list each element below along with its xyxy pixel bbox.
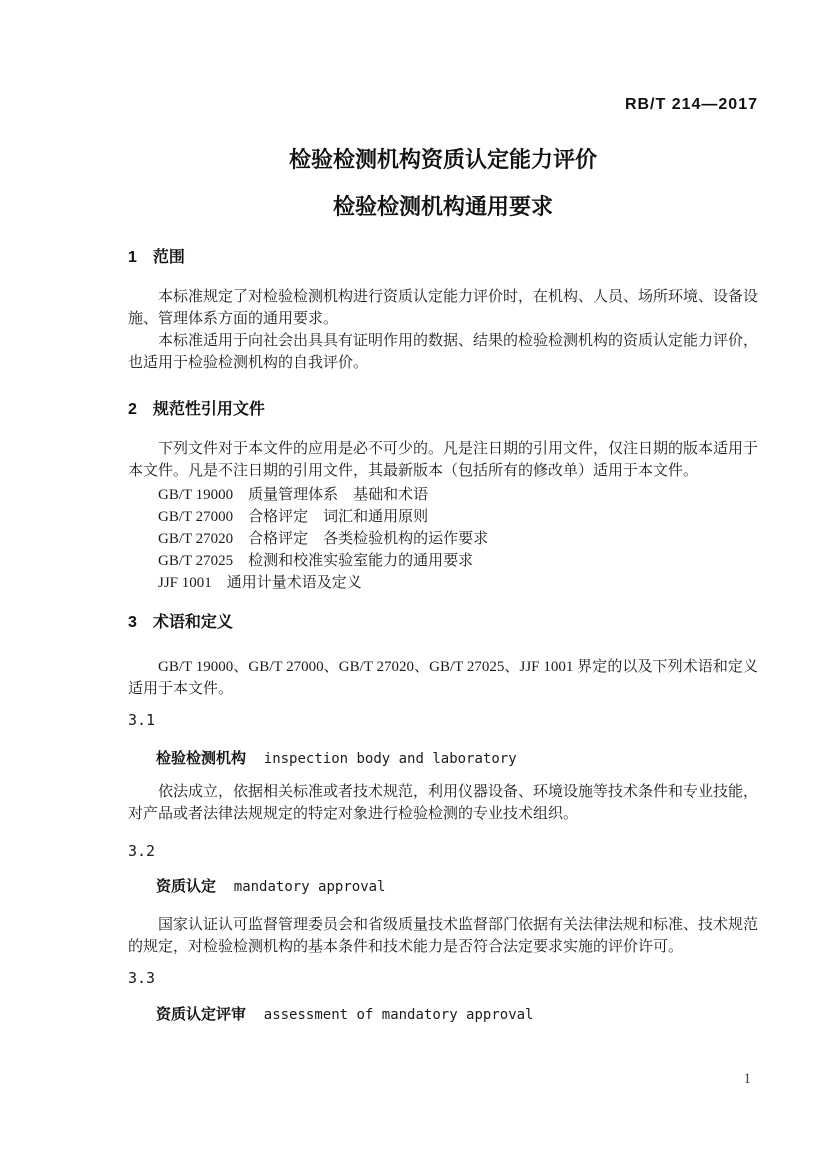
term-definition: 国家认证认可监督管理委员会和省级质量技术监督部门依据有关法律法规和标准、技术规范的规定，对检验检测机构的基本条件和技术能力是否符合法定要求实施的评价许可。 bbox=[128, 917, 759, 955]
term-en: mandatory approval bbox=[233, 879, 386, 895]
term-number: 3.3 bbox=[128, 969, 156, 987]
term-entry-3-2 bbox=[128, 841, 758, 958]
page-content bbox=[128, 0, 758, 1026]
term-number: 3.1 bbox=[128, 711, 156, 729]
section-terms-definitions bbox=[128, 612, 758, 1026]
term-definition: 依法成立，依据相关标准或者技术规范，利用仪器设备、环境设施等技术条件和专业技能，对产品或者法律法规规定的特定对象进行检验检测的专业技术组织。 bbox=[128, 784, 759, 822]
term-line bbox=[128, 1004, 758, 1026]
section-normative-references bbox=[128, 399, 758, 594]
term-cn: 检验检测机构 bbox=[156, 750, 247, 767]
document-title-line1: 检验检测机构资质认定能力评价 bbox=[288, 147, 597, 172]
scope-paragraph-2: 本标准适用于向社会出具具有证明作用的数据、结果的检验检测机构的资质认定能力评价，也适用于检验检测机构的自我评价。 bbox=[128, 333, 759, 371]
reference-item: GB/T 27025 检测和校准实验室能力的通用要求 bbox=[158, 553, 474, 569]
document-title-line2: 检验检测机构通用要求 bbox=[332, 194, 553, 219]
term-line bbox=[128, 876, 758, 898]
term-en: assessment of mandatory approval bbox=[263, 1007, 534, 1023]
page-number: 1 bbox=[743, 1071, 751, 1087]
scope-paragraph-1: 本标准规定了对检验检测机构进行资质认定能力评价时，在机构、人员、场所环境、设备设施、管理体系方面的通用要求。 bbox=[128, 289, 759, 327]
term-entry-3-1 bbox=[128, 710, 758, 825]
terms-intro: GB/T 19000、GB/T 27000、GB/T 27020、GB/T 27025、JJF 1001 界定的以及下列术语和定义适用于本文件。 bbox=[128, 659, 758, 697]
reference-item: GB/T 27020 合格评定 各类检验机构的运作要求 bbox=[158, 531, 489, 547]
reference-item: GB/T 19000 质量管理体系 基础和术语 bbox=[158, 487, 429, 503]
section-heading-scope: 1 范围 bbox=[128, 249, 185, 266]
standard-code: RB/T 214—2017 bbox=[624, 96, 758, 113]
term-line bbox=[128, 748, 758, 770]
term-number: 3.2 bbox=[128, 842, 156, 860]
references-intro: 下列文件对于本文件的应用是必不可少的。凡是注日期的引用文件，仅注日期的版本适用于本文件。凡是不注日期的引用文件，其最新版本（包括所有的修改单）适用于本文件。 bbox=[128, 441, 759, 479]
section-scope bbox=[128, 247, 758, 374]
term-cn: 资质认定评审 bbox=[156, 1006, 247, 1023]
section-heading-terms: 3 术语和定义 bbox=[128, 614, 233, 631]
reference-list bbox=[128, 484, 758, 594]
reference-item: JJF 1001 通用计量术语及定义 bbox=[158, 575, 362, 591]
term-en: inspection body and laboratory bbox=[263, 751, 517, 767]
section-heading-references: 2 规范性引用文件 bbox=[128, 401, 265, 418]
term-entry-3-3 bbox=[128, 968, 758, 1026]
reference-item: GB/T 27000 合格评定 词汇和通用原则 bbox=[158, 509, 429, 525]
term-cn: 资质认定 bbox=[156, 878, 217, 895]
